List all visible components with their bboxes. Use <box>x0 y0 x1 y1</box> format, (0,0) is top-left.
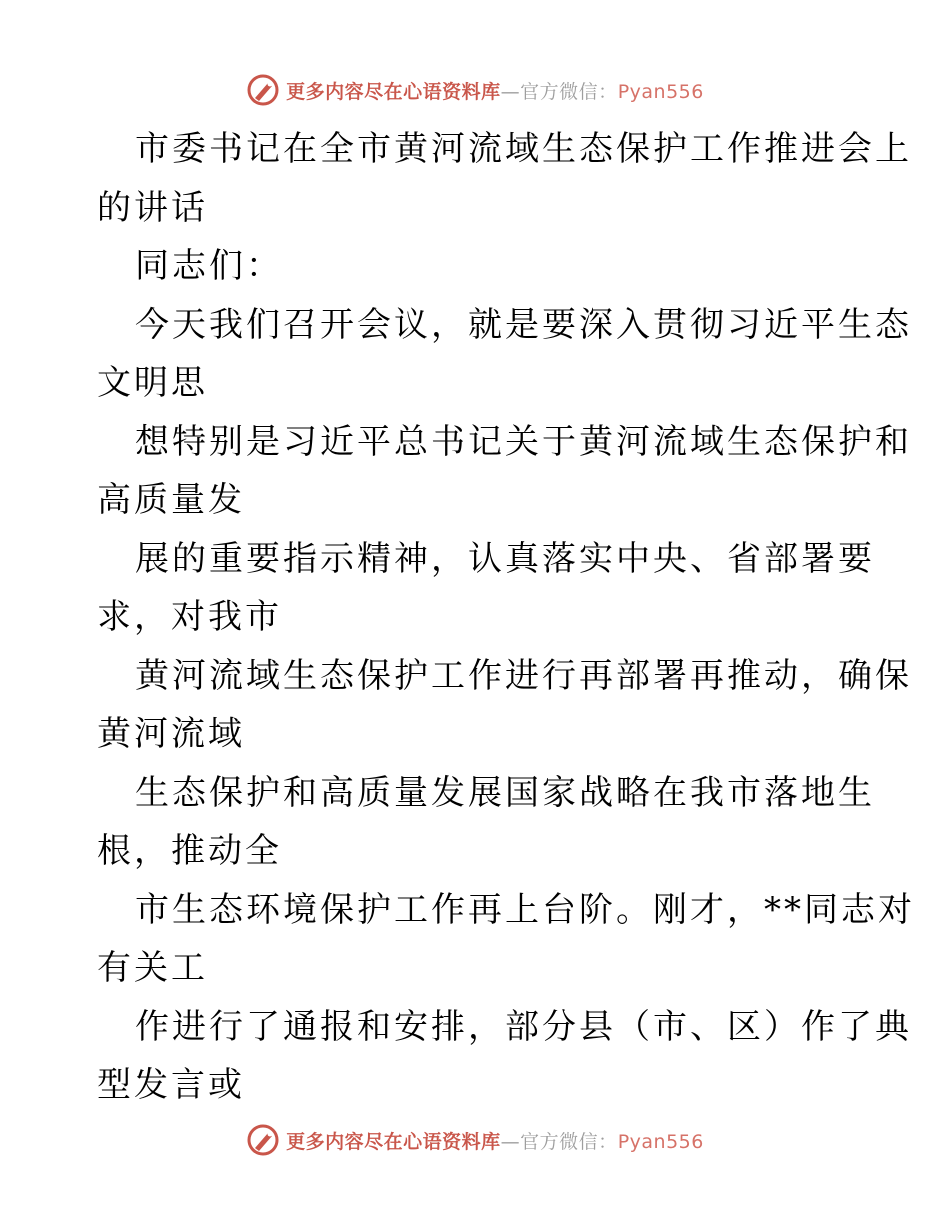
text-line: 高质量发 <box>97 480 245 520</box>
document-body <box>97 120 915 1115</box>
text-line: 生态保护和高质量发展国家战略在我市落地生 <box>135 772 875 813</box>
text-line: 求，对我市 <box>97 597 282 637</box>
text-line: 文明思 <box>97 363 208 403</box>
pen-seal-logo-icon <box>246 1123 280 1157</box>
text-line: 想特别是习近平总书记关于黄河流域生态保护和 <box>135 421 912 462</box>
text-line: 作进行了通报和安排，部分县（市、区）作了典 <box>135 1006 912 1047</box>
text-line: 黄河流域生态保护工作进行再部署再推动，确保 <box>135 655 912 696</box>
text-line: 根，推动全 <box>97 831 282 871</box>
watermark-label: 官方微信： <box>520 80 618 103</box>
watermark-brand: 更多内容尽在心语资料库 <box>286 1130 501 1153</box>
text-line: 有关工 <box>97 948 208 988</box>
header-watermark <box>0 70 950 110</box>
watermark-dash: — <box>500 80 521 103</box>
text-line: 同志们： <box>135 246 283 286</box>
watermark-brand: 更多内容尽在心语资料库 <box>286 80 501 103</box>
footer-watermark <box>0 1120 950 1160</box>
text-line: 展的重要指示精神，认真落实中央、省部署要 <box>135 538 875 579</box>
text-line: 的讲话 <box>97 187 208 228</box>
watermark-id: Pyan556 <box>617 80 704 103</box>
watermark-dash: — <box>500 1130 521 1153</box>
text-line: 市委书记在全市黄河流域生态保护工作推进会上 <box>135 129 912 169</box>
watermark-id: Pyan556 <box>617 1130 704 1153</box>
watermark-label: 官方微信： <box>520 1130 618 1153</box>
text-line: 黄河流域 <box>97 714 245 754</box>
text-line: 市生态环境保护工作再上台阶。刚才，**同志对 <box>135 889 915 930</box>
text-line: 今天我们召开会议，就是要深入贯彻习近平生态 <box>135 304 912 345</box>
text-line: 型发言或 <box>97 1065 245 1105</box>
pen-seal-logo-icon <box>246 73 280 107</box>
